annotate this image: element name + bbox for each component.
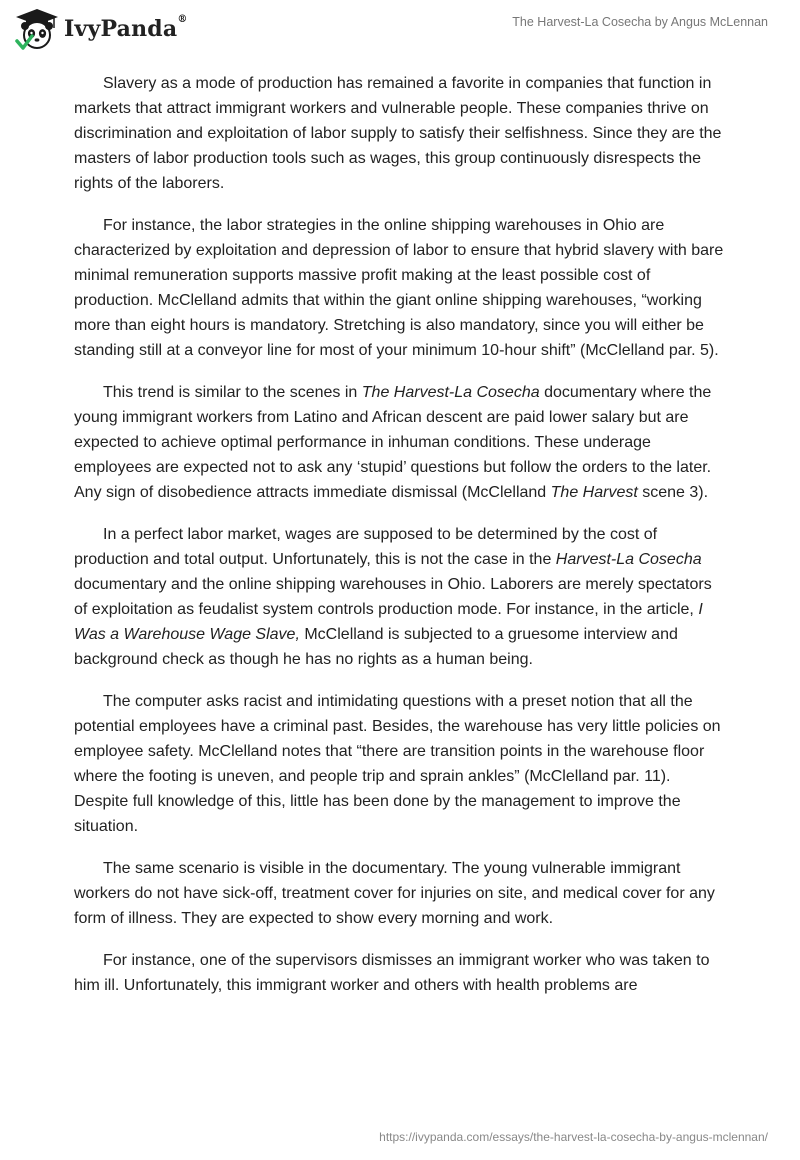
paragraph-text: documentary and the online shipping warehouses in Ohio. Laborers are merely spectators of exploitation as feudalist system controls production mode. For instance, in the article,: [74, 576, 712, 618]
italic-title-text: Harvest-La Cosecha: [555, 551, 702, 568]
essay-paragraph: [74, 213, 726, 363]
paragraph-text: The same scenario is visible in the documentary. The young vulnerable immigrant workers do not have sick-off, treatment cover for injuries on site, and medical cover for any form of illness. They are expected to show every morning and work.: [74, 860, 715, 927]
essay-body: [74, 71, 726, 1015]
paragraph-text: Slavery as a mode of production has remained a favorite in companies that function in markets that attract immigrant workers and vulnerable people. These companies thrive on discrimination and exploitation of labor supply to satisfy their selfishness. Since they are the masters of labor production tools such as wages, this group continuously disrespects the rights of the laborers.: [74, 75, 722, 192]
essay-paragraph: [74, 948, 726, 998]
source-url[interactable]: https://ivypanda.com/essays/the-harvest-la-cosecha-by-angus-mclennan/: [379, 1130, 768, 1144]
paragraph-text: documentary where the young immigrant workers from Latino and African descent are paid lower salary but are expected to achieve optimal performance in inhuman conditions. These underage employees are expected not to ask any ‘stupid’ questions but follow the orders to the later. Any sign of disobedience attracts immediate dismissal (McClelland: [74, 384, 712, 501]
essay-paragraph: [74, 522, 726, 672]
essay-paragraph: [74, 856, 726, 931]
paragraph-text: This trend is similar to the scenes in: [103, 384, 362, 401]
paragraph-text: For instance, the labor strategies in the online shipping warehouses in Ohio are characterized by exploitation and depression of labor to ensure that hybrid slavery with bare minimal remuneration supports massive profit making at the least possible cost of production. McClelland admits that within the giant online shipping warehouses, “working more than eight hours is mandatory. Stretching is also mandatory, since you will either be standing still at a conveyor line for most of your minimum 10-hour shift” (McClelland par. 5).: [74, 217, 724, 359]
paragraph-text: For instance, one of the supervisors dismisses an immigrant worker who was taken to him ill. Unfortunately, this immigrant worker and others with health problems are: [74, 952, 710, 994]
panda-graduate-icon: [14, 8, 60, 50]
essay-paragraph: [74, 380, 726, 505]
essay-paragraph: [74, 71, 726, 196]
italic-title-text: The Harvest: [550, 484, 638, 501]
italic-title-text: I Was a Warehouse Wage Slave,: [74, 601, 703, 643]
document-title: The Harvest-La Cosecha by Angus McLennan: [512, 15, 768, 29]
italic-title-text: The Harvest-La Cosecha: [361, 384, 540, 401]
brand-name: IvyPanda®: [64, 14, 188, 42]
paragraph-text: The computer asks racist and intimidating questions with a preset notion that all the potential employees have a criminal past. Besides, the warehouse has very little policies on employee safety. McClelland notes that “there are transition points in the warehouse floor where the footing is uneven, and people trip and sprain ankles” (McClelland par. 11). Despite full knowledge of this, little has been done by the management to improve the situation.: [74, 693, 721, 835]
page-header: [0, 0, 800, 60]
essay-paragraph: [74, 689, 726, 839]
paragraph-text: In a perfect labor market, wages are supposed to be determined by the cost of production and total output. Unfortunately, this is not the case in the: [74, 526, 658, 568]
paragraph-text: McClelland is subjected to a gruesome interview and background check as though he has no rights as a human being.: [74, 626, 678, 668]
ivypanda-logo[interactable]: [14, 8, 188, 50]
paragraph-text: scene 3).: [637, 484, 709, 501]
